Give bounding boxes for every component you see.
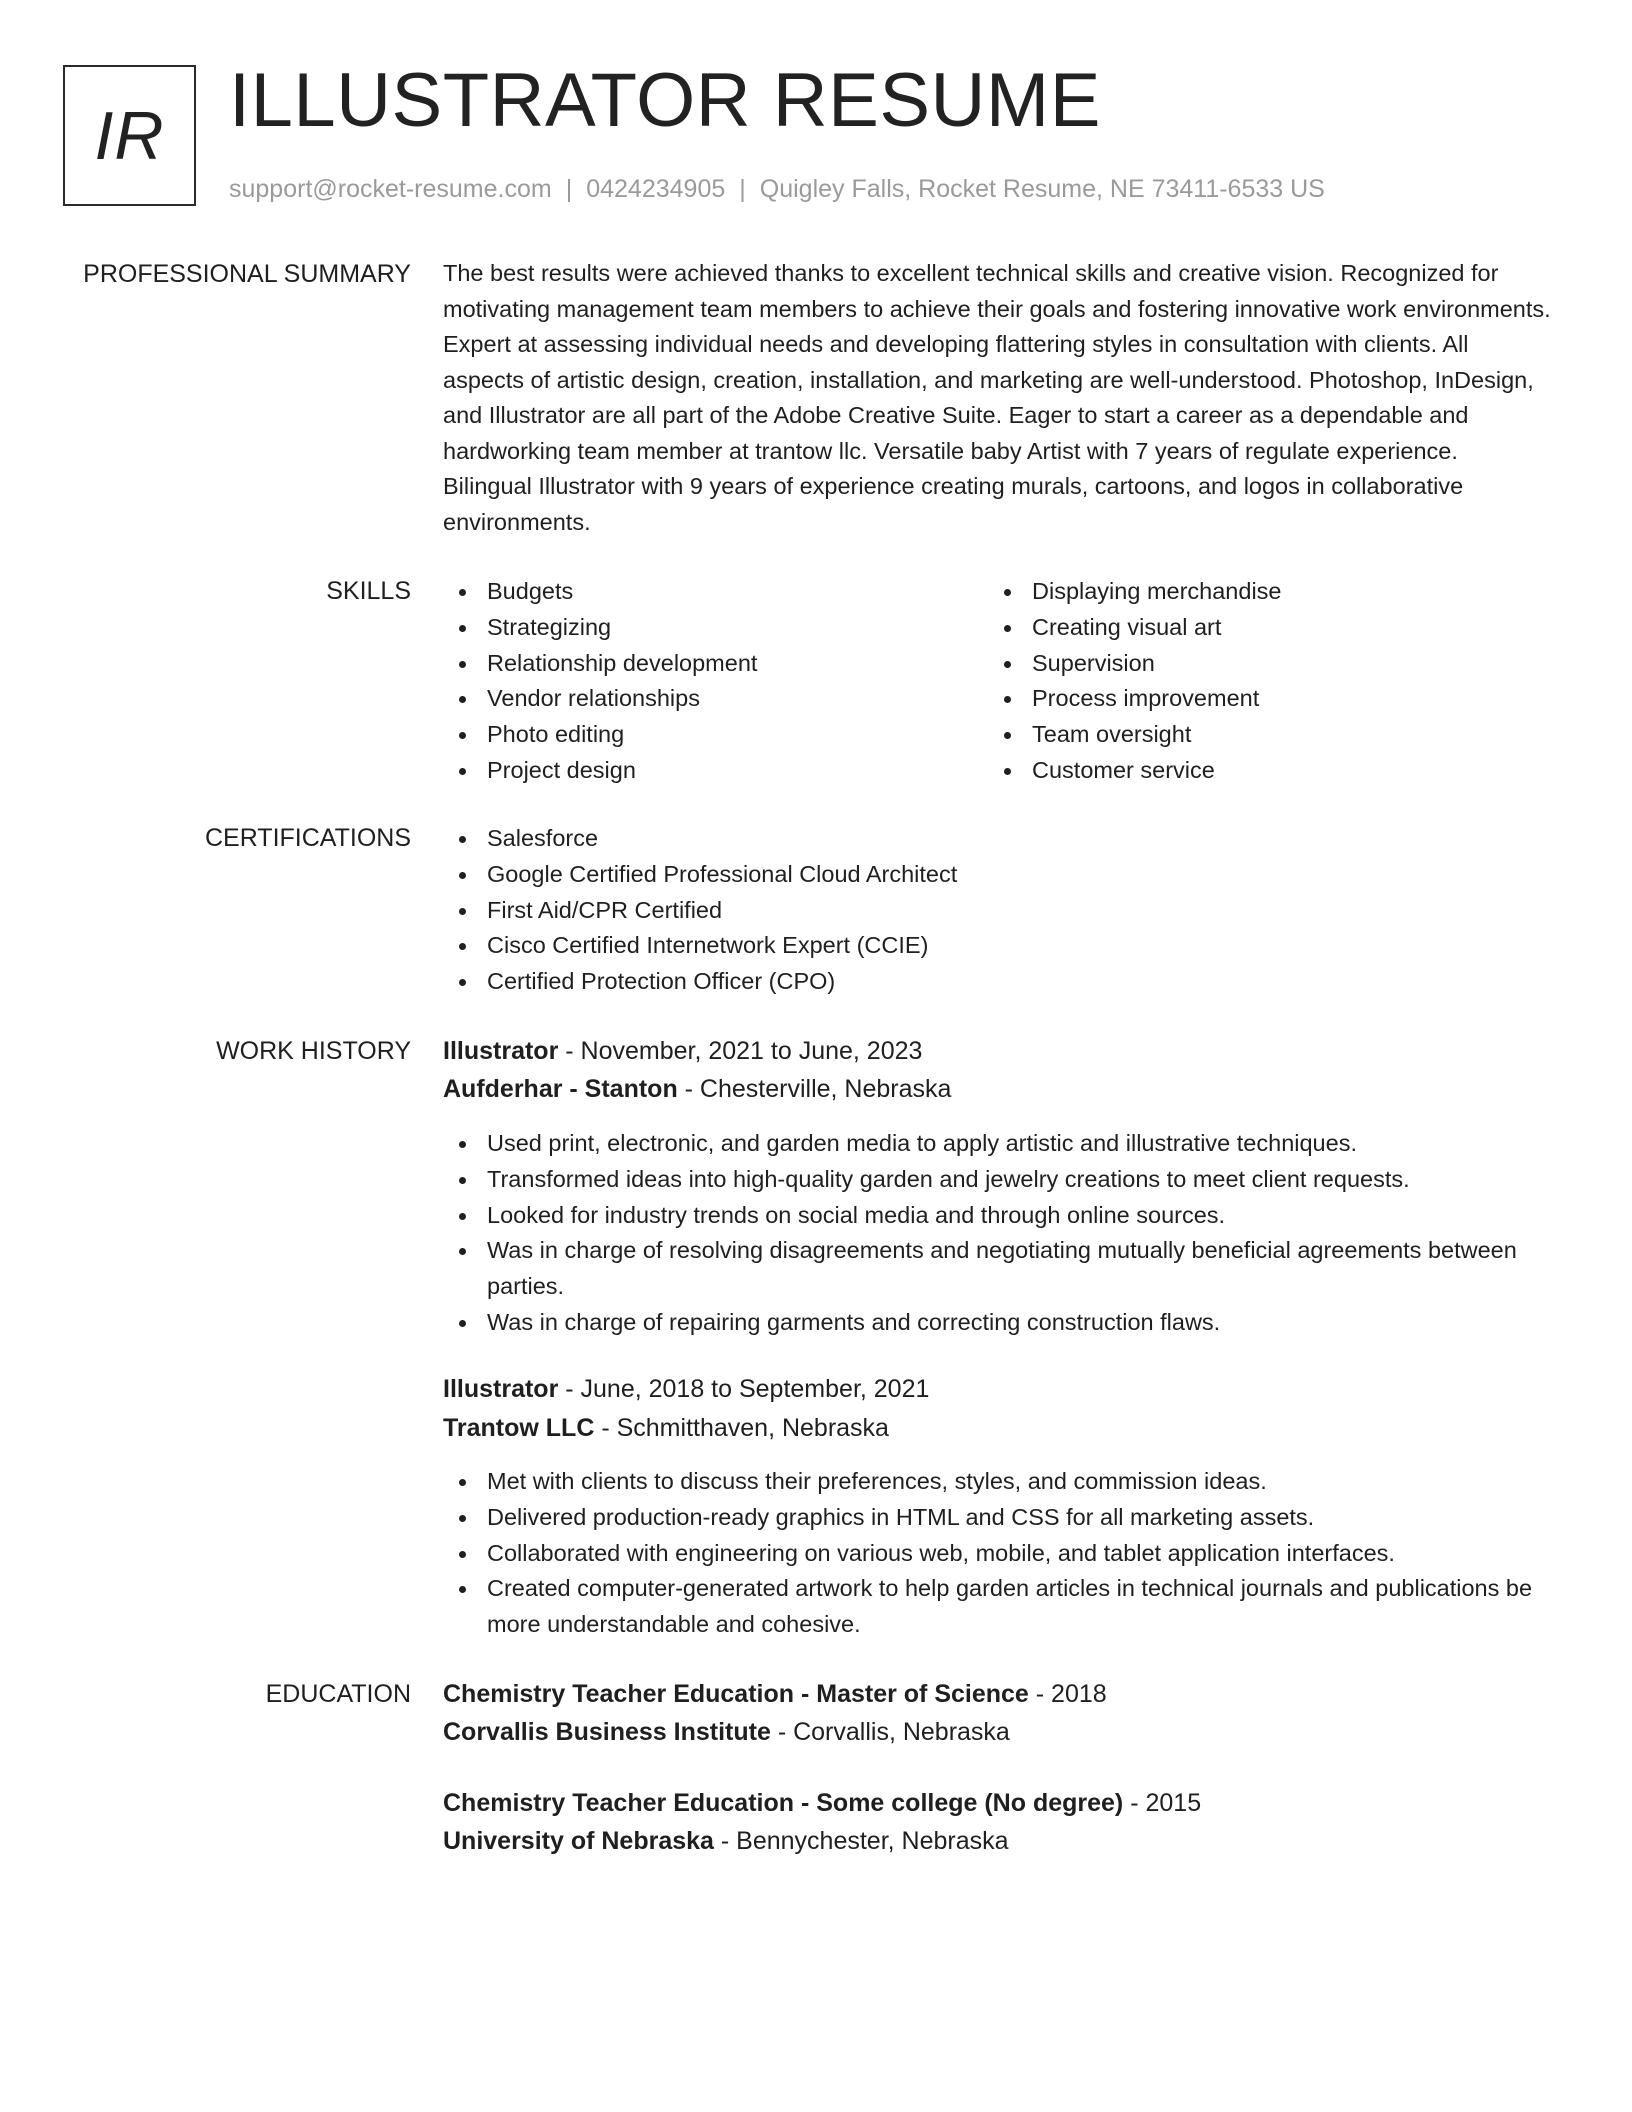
education-location: - Bennychester, Nebraska [713, 1827, 1009, 1855]
education-school: Corvallis Business Institute [443, 1718, 771, 1746]
section-label-certifications: CERTIFICATIONS [204, 824, 411, 852]
skill-item: Creating visual art [988, 610, 1528, 646]
certification-item: Google Certified Professional Cloud Architect [443, 857, 1543, 893]
certification-item: Cisco Certified Internetwork Expert (CCIE) [443, 928, 1543, 964]
section-label-work-history: WORK HISTORY [216, 1037, 411, 1065]
job-bullet: Collaborated with engineering on various web, mobile, and tablet application interfaces. [443, 1536, 1553, 1572]
contact-separator: | [739, 175, 746, 203]
skill-item: Supervision [988, 646, 1528, 682]
monogram-box [63, 65, 196, 206]
education-location: - Corvallis, Nebraska [770, 1718, 1010, 1746]
contact-phone[interactable]: 0424234905 [586, 175, 726, 203]
education-year: - 2018 [1028, 1680, 1107, 1708]
job-title-line [443, 1371, 929, 1407]
contact-address: Quigley Falls, Rocket Resume, NE 73411-6533 US [759, 175, 1325, 203]
skill-item: Relationship development [443, 646, 983, 682]
skill-item: Customer service [988, 753, 1528, 789]
certification-item: Certified Protection Officer (CPO) [443, 964, 1543, 1000]
education-degree-line [443, 1785, 1201, 1821]
education-degree: Chemistry Teacher Education - Some college (No degree) [443, 1789, 1124, 1817]
education-school: University of Nebraska [443, 1827, 714, 1855]
section-label-education: EDUCATION [265, 1680, 411, 1708]
education-year: - 2015 [1123, 1789, 1202, 1817]
education-degree: Chemistry Teacher Education - Master of Science [443, 1680, 1029, 1708]
skill-item: Displaying merchandise [988, 574, 1528, 610]
job-bullet: Looked for industry trends on social media and through online sources. [443, 1198, 1553, 1234]
job-bullet: Delivered production-ready graphics in HTML and CSS for all marketing assets. [443, 1500, 1553, 1536]
section-label-summary: PROFESSIONAL SUMMARY [83, 260, 411, 288]
job-title: Illustrator [443, 1037, 559, 1065]
skill-item: Vendor relationships [443, 681, 983, 717]
job-company-line [443, 1071, 951, 1107]
job-bullet: Transformed ideas into high-quality garden and jewelry creations to meet client requests. [443, 1162, 1553, 1198]
skill-item: Process improvement [988, 681, 1528, 717]
skill-item: Strategizing [443, 610, 983, 646]
job-bullets [443, 1126, 1553, 1341]
skill-item: Project design [443, 753, 983, 789]
skills-list-right [988, 574, 1528, 789]
job-company-line [443, 1410, 889, 1446]
job-company: Aufderhar - Stanton [443, 1075, 678, 1103]
contact-line [229, 173, 1325, 205]
job-dates: - June, 2018 to September, 2021 [558, 1375, 930, 1403]
job-company: Trantow LLC [443, 1414, 595, 1442]
job-title: Illustrator [443, 1375, 559, 1403]
contact-separator: | [565, 175, 573, 203]
job-bullet: Created computer-generated artwork to help garden articles in technical journals and publications be more understandable and cohesive. [443, 1571, 1553, 1643]
job-location: - Chesterville, Nebraska [677, 1075, 952, 1103]
section-label-skills: SKILLS [326, 577, 411, 605]
contact-email[interactable]: support@rocket-resume.com [229, 175, 552, 203]
certification-item: Salesforce [443, 821, 1543, 857]
job-title-line [443, 1033, 922, 1069]
job-bullet: Was in charge of repairing garments and correcting construction flaws. [443, 1305, 1553, 1341]
certification-item: First Aid/CPR Certified [443, 893, 1543, 929]
education-degree-line [443, 1676, 1107, 1712]
job-bullet: Used print, electronic, and garden media to apply artistic and illustrative techniques. [443, 1126, 1553, 1162]
monogram-initials: IR [94, 97, 165, 174]
resume-title: ILLUSTRATOR RESUME [229, 58, 1101, 143]
job-bullets [443, 1464, 1553, 1643]
skills-list-left [443, 574, 983, 789]
job-dates: - November, 2021 to June, 2023 [558, 1037, 923, 1065]
job-location: - Schmitthaven, Nebraska [594, 1414, 889, 1442]
education-school-line [443, 1823, 1009, 1859]
skill-item: Photo editing [443, 717, 983, 753]
skill-item: Team oversight [988, 717, 1528, 753]
job-bullet: Met with clients to discuss their preferences, styles, and commission ideas. [443, 1464, 1553, 1500]
summary-text: The best results were achieved thanks to excellent technical skills and creative vision. Recognized for motivating management team members to achieve their goals and fostering innovative work environments. Expert at assessing individual needs and developing flattering styles in consultation with clients. All aspects of artistic design, creation, installation, and marketing are well-understood. Photoshop, InDesign, and Illustrator are all part of the Adobe Creative Suite. Eager to start a career as a dependable and hardworking team member at trantow llc. Versatile baby Artist with 7 years of regulate experience. Bilingual Illustrator with 9 years of experience creating murals, cartoons, and logos in collaborative environments. [443, 260, 1551, 535]
skill-item: Budgets [443, 574, 983, 610]
job-bullet: Was in charge of resolving disagreements and negotiating mutually beneficial agreements between parties. [443, 1233, 1553, 1305]
certifications-list [443, 821, 1543, 1000]
education-school-line [443, 1714, 1010, 1750]
